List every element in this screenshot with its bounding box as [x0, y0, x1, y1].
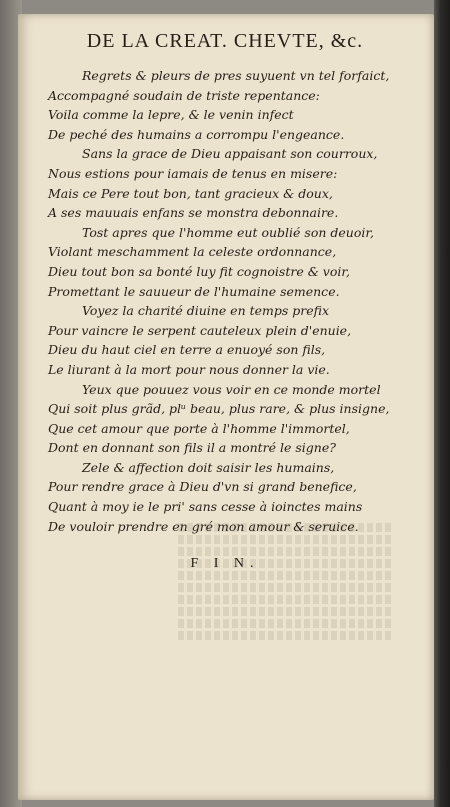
- poem-line: Pour vaincre le serpent cauteleux plein d'enuie,: [48, 322, 352, 338]
- poem-line: Mais ce Pere tout bon, tant gracieux & doux,: [48, 185, 333, 201]
- book-edge-right: [434, 0, 450, 807]
- poem-line: Que cet amour que porte à l'homme l'immortel,: [48, 420, 350, 436]
- poem-line: Dont en donnant son fils il a montré le signe?: [48, 440, 336, 456]
- poem-line: Violant meschamment la celeste ordonnance,: [48, 244, 337, 260]
- poem-line: Le liurant à la mort pour nous donner la vie.: [48, 361, 330, 377]
- poem-line: Quant à moy ie le pri' sans cesse à ioinctes mains: [48, 499, 363, 515]
- poem-line: De vouloir prendre en gré mon amour & seruice.: [48, 518, 359, 534]
- poem-line: Zele & affection doit saisir les humains,: [82, 459, 335, 475]
- poem-line: Voyez la charité diuine en temps prefix: [82, 303, 330, 319]
- poem-line: Sans la grace de Dieu appaisant son courroux,: [82, 146, 378, 162]
- poem-line: Dieu du haut ciel en terre a enuoyé son fils,: [48, 342, 326, 358]
- fin-mark: F I N.: [190, 556, 260, 571]
- poem-line: Accompagné soudain de triste repentance:: [48, 87, 320, 103]
- poem-line: Dieu tout bon sa bonté luy fit cognoistre & voir,: [48, 263, 350, 279]
- poem-line: Voila comme la lepre, & le venin infect: [48, 107, 294, 123]
- poem-line: A ses mauuais enfans se monstra debonnaire.: [48, 205, 339, 221]
- poem-line: Nous estions pour iamais de tenus en misere:: [48, 165, 338, 181]
- poem-line: Regrets & pleurs de pres suyuent vn tel forfaict,: [82, 68, 390, 83]
- poem-line: De peché des humains a corrompu l'engeance.: [48, 126, 345, 142]
- poem-line: Promettant le sauueur de l'humaine semence.: [48, 283, 340, 299]
- poem-text: [48, 66, 408, 536]
- poem-line: Tost apres que l'homme eut oublié son deuoir,: [82, 224, 374, 240]
- poem-line: Qui soit plus grãd, plᵘ beau, plus rare, & plus insigne,: [48, 401, 390, 417]
- running-header: DE LA CREAT. CHEVTE, &c.: [86, 30, 364, 52]
- poem-line: Pour rendre grace à Dieu d'vn si grand benefice,: [48, 479, 357, 495]
- show-through-text: [18, 520, 434, 650]
- poem-line: Yeux que pouuez vous voir en ce monde mortel: [82, 381, 381, 397]
